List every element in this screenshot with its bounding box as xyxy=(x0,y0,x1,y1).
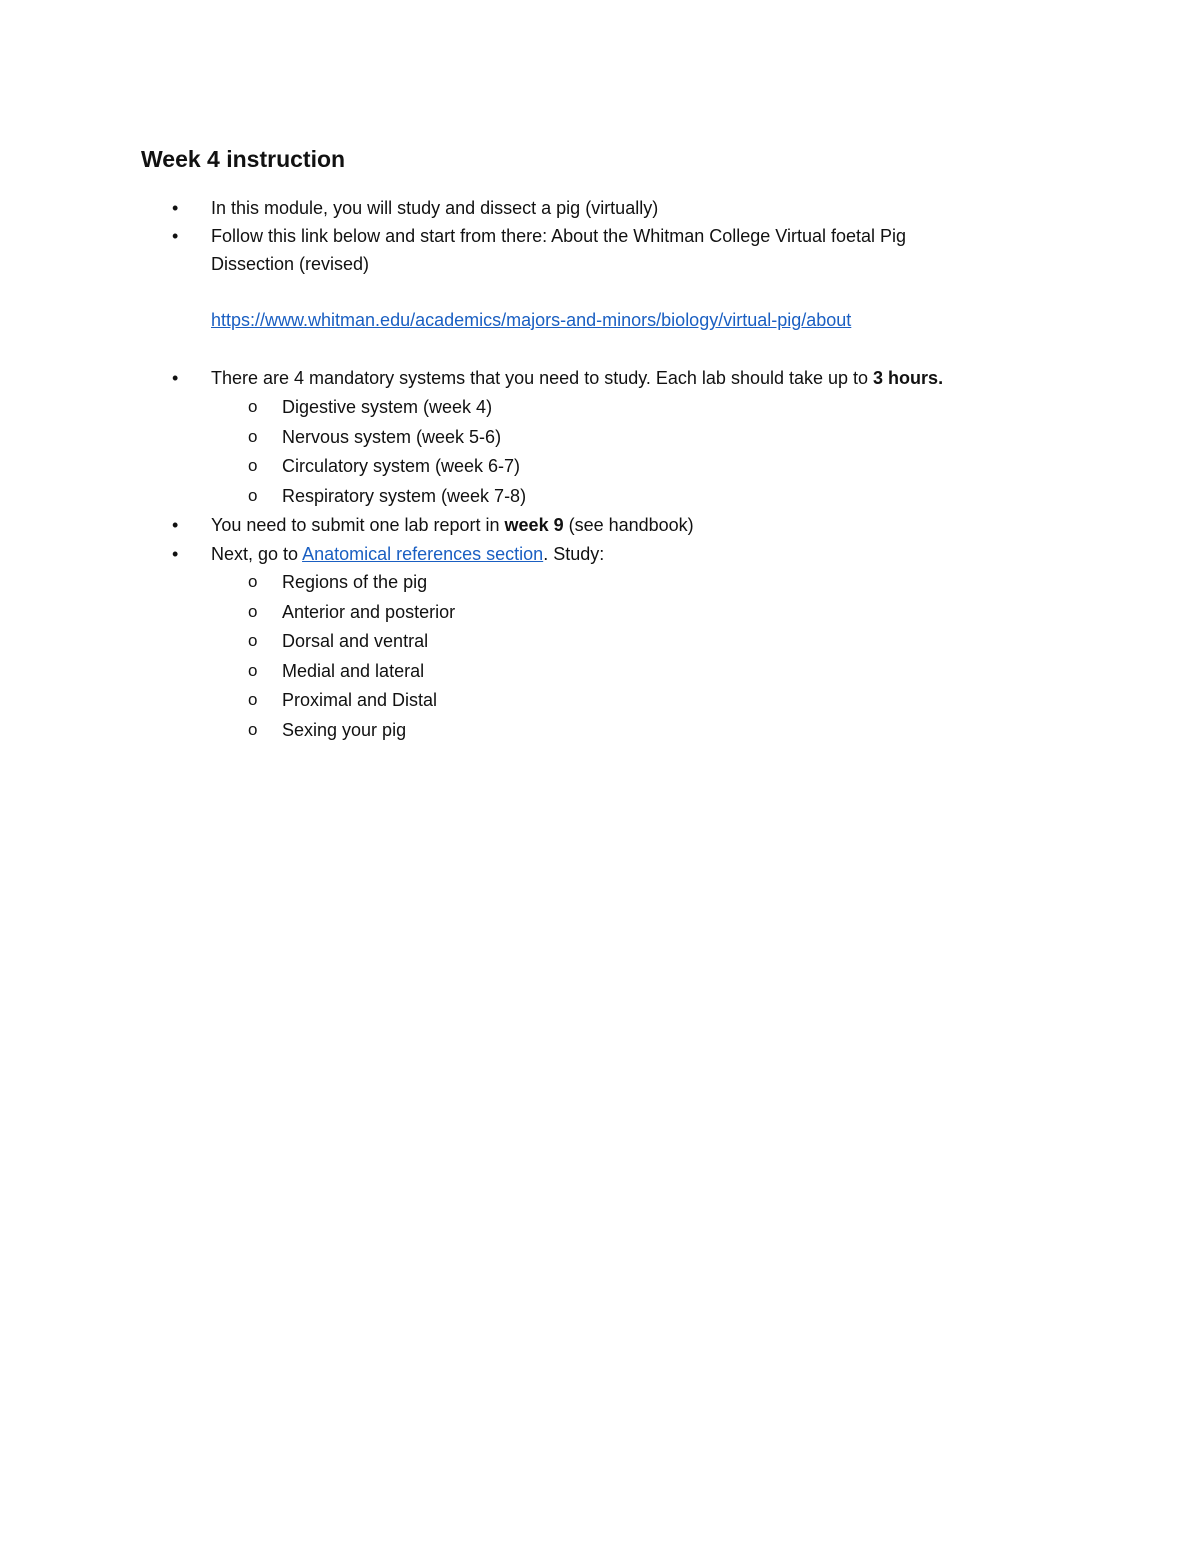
sub-bullet-icon: o xyxy=(248,631,258,650)
sub-bullet-icon: o xyxy=(248,690,258,709)
next-step-text: Next, go to xyxy=(211,544,303,564)
next-step-suffix: . Study: xyxy=(543,544,605,564)
sub-bullet-icon: o xyxy=(248,572,258,591)
bullet-icon: • xyxy=(172,368,179,388)
sub-bullet-icon: o xyxy=(248,456,258,475)
study-item: Sexing your pig xyxy=(282,720,407,740)
study-item: Dorsal and ventral xyxy=(282,631,429,651)
anatomical-references-link[interactable]: Anatomical references section xyxy=(302,544,544,564)
bullet-text-follow-link: Follow this link below and start from there: About the Whitman College Virtual foetal Pig xyxy=(211,226,907,246)
lab-duration-bold: 3 hours xyxy=(873,368,939,388)
lab-report-week-bold: week 9 xyxy=(504,515,564,535)
bullet-text-lab-report xyxy=(211,511,694,539)
bullet-text-next-step xyxy=(211,540,604,568)
sub-bullet-icon: o xyxy=(248,486,258,505)
study-item: Regions of the pig xyxy=(282,572,428,592)
sub-bullet-icon: o xyxy=(248,427,258,446)
bullet-icon: • xyxy=(172,544,179,564)
system-item: Nervous system (week 5-6) xyxy=(282,427,502,447)
study-item: Anterior and posterior xyxy=(282,602,456,622)
page-title: Week 4 instruction xyxy=(141,146,346,172)
lab-report-suffix: (see handbook) xyxy=(563,515,694,535)
bullet-icon: • xyxy=(172,226,179,246)
sub-bullet-icon: o xyxy=(248,661,258,680)
study-item: Proximal and Distal xyxy=(282,690,438,710)
lab-duration-period: . xyxy=(938,368,944,388)
study-item: Medial and lateral xyxy=(282,661,425,681)
sub-bullet-icon: o xyxy=(248,720,258,739)
system-item: Respiratory system (week 7-8) xyxy=(282,486,527,506)
bullet-icon: • xyxy=(172,198,179,218)
sub-bullet-icon: o xyxy=(248,602,258,621)
lab-report-text: You need to submit one lab report in xyxy=(211,515,505,535)
bullet-text-follow-link-continued: Dissection (revised) xyxy=(211,254,370,274)
bullet-text-mandatory-systems xyxy=(211,364,943,392)
system-item: Digestive system (week 4) xyxy=(282,397,493,417)
bullet-icon: • xyxy=(172,515,179,535)
bullet-text-intro: In this module, you will study and dissect a pig (virtually) xyxy=(211,198,659,218)
whitman-virtual-pig-link[interactable]: https://www.whitman.edu/academics/majors-and-minors/biology/virtual-pig/about xyxy=(211,310,852,330)
mandatory-systems-text: There are 4 mandatory systems that you need to study. Each lab should take up to xyxy=(211,368,874,388)
system-item: Circulatory system (week 6-7) xyxy=(282,456,521,476)
sub-bullet-icon: o xyxy=(248,397,258,416)
